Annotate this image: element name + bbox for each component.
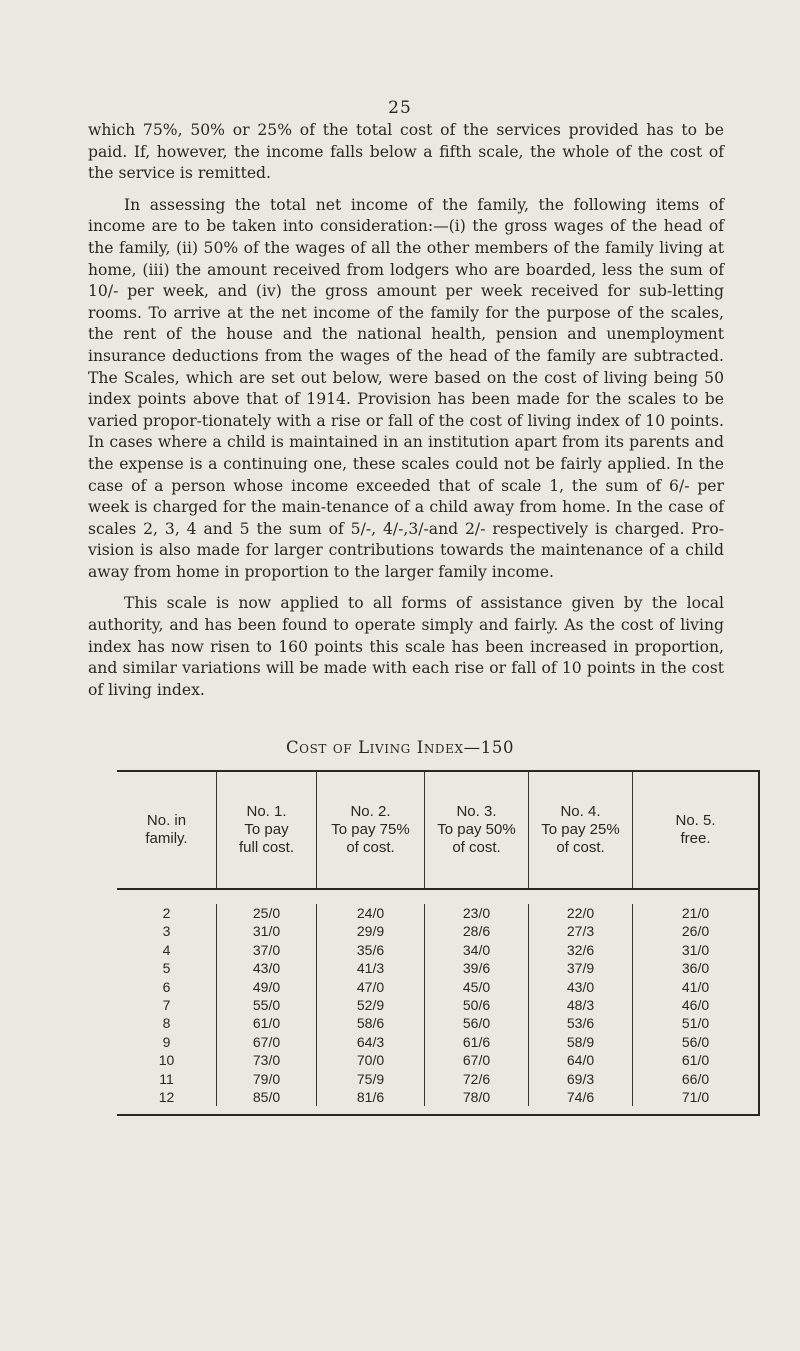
table-row xyxy=(117,941,758,959)
column-header: No. 2. To pay 75% of cost. xyxy=(317,772,425,888)
table-cell: 39/6 xyxy=(425,959,529,977)
table-cell: 81/6 xyxy=(317,1088,425,1106)
table-cell: 46/0 xyxy=(681,996,710,1013)
table-cell: 2 xyxy=(117,904,217,922)
table-cell: 49/0 xyxy=(217,978,317,996)
table-row xyxy=(117,996,758,1014)
table-row xyxy=(117,904,758,922)
table-cell: 67/0 xyxy=(425,1051,529,1069)
table-cell: 23/0 xyxy=(425,904,529,922)
table-cell: 41/3 xyxy=(317,959,425,977)
table-cell: 58/9 xyxy=(529,1033,633,1051)
table-cell: 31/0 xyxy=(681,941,710,958)
table-cell: 47/0 xyxy=(317,978,425,996)
table-header xyxy=(117,772,758,890)
table-cell: 25/0 xyxy=(217,904,317,922)
table-title: Cost of Living Index—150 xyxy=(285,738,515,757)
column-header: No. in family. xyxy=(117,772,217,888)
table-cell: 67/0 xyxy=(217,1033,317,1051)
table-cell: 75/9 xyxy=(317,1070,425,1088)
table-cell: 66/0 xyxy=(681,1070,710,1087)
column-header: No. 4. To pay 25% of cost. xyxy=(529,772,633,888)
table-cell: 69/3 xyxy=(529,1070,633,1088)
table-cell: 51/0 xyxy=(681,1015,710,1032)
table-row xyxy=(117,978,758,996)
cost-of-living-table xyxy=(117,770,760,1116)
table-cell: 4 xyxy=(117,941,217,959)
page-number: 25 xyxy=(388,98,412,118)
table-cell: 64/3 xyxy=(317,1033,425,1051)
table-cell: 70/0 xyxy=(317,1051,425,1069)
table-cell: 29/9 xyxy=(317,922,425,940)
table-cell: 72/6 xyxy=(425,1070,529,1088)
table-cell: 61/0 xyxy=(681,1052,710,1069)
table-cell: 52/9 xyxy=(317,996,425,1014)
table-cell: 43/0 xyxy=(217,959,317,977)
table-row xyxy=(117,1088,758,1106)
table-cell: 9 xyxy=(117,1033,217,1051)
table-cell: 3 xyxy=(117,922,217,940)
table-cell: 85/0 xyxy=(217,1088,317,1106)
table-cell: 35/6 xyxy=(317,941,425,959)
table-row xyxy=(117,1070,758,1088)
table-cell: 74/6 xyxy=(529,1088,633,1106)
table-cell: 56/0 xyxy=(681,1033,710,1050)
table-cell: 71/0 xyxy=(681,1088,710,1105)
table-cell: 32/6 xyxy=(529,941,633,959)
table-cell: 22/0 xyxy=(529,904,633,922)
table-cell: 21/0 xyxy=(681,905,710,921)
table-cell: 36/0 xyxy=(681,960,710,977)
table-cell: 37/0 xyxy=(217,941,317,959)
body-text xyxy=(88,120,724,711)
paragraph: which 75%, 50% or 25% of the total cost of the services provided has to be paid. If, however, the income falls below a fifth scale, the whole of the cost of the service is remitted. xyxy=(88,121,724,183)
table-cell: 43/0 xyxy=(529,978,633,996)
table-cell: 41/0 xyxy=(681,978,710,995)
table-cell: 56/0 xyxy=(425,1014,529,1032)
table-row xyxy=(117,959,758,977)
table-cell: 61/6 xyxy=(425,1033,529,1051)
table-cell: 58/6 xyxy=(317,1014,425,1032)
table-cell: 53/6 xyxy=(529,1014,633,1032)
table-row xyxy=(117,1014,758,1032)
paragraph: In assessing the total net income of the family, the following items of income are to be taken into consideration:—(i) the gross wages of the head of the family, (ii) 50% of the wages of all the other members of the family living at home, (iii) the amount received from lodgers who are boarded, less the sum of 10/- per week, and (iv) the gross amount per week received for sub-letting rooms. To arrive at the net income of the family for the purpose of the scales, the rent of the house and the national health, pension and unemployment insurance deductions from the wages of the head of the family are subtracted. The Scales, which are set out below, were based on the cost of living being 50 index points above that of 1914. Provision has been made for the scales to be varied propor-tionately with a rise or fall of the cost of living index of 10 points. In cases where a child is maintained in an institution apart from its parents and the expense is a continuing one, these scales could not be fairly applied. In the case of a person whose income exceeded that of scale 1, the sum of 6/- per week is charged for the main-tenance of a child away from home. In the case of scales 2, 3, 4 and 5 the sum of 5/-, 4/-,3/-and 2/- respectively is charged. Pro-vision is also made for larger contributions towards the maintenance of a child away from home in proportion to the larger family income. xyxy=(88,195,724,581)
table-cell: 34/0 xyxy=(425,941,529,959)
table-cell: 61/0 xyxy=(217,1014,317,1032)
paragraph: This scale is now applied to all forms of assistance given by the local authority, and has been found to operate simply and fairly. As the cost of living index has now risen to 160 points this scale has been increased in proportion, and similar variations will be made with each rise or fall of 10 points in the cost of living index. xyxy=(88,594,724,699)
column-header: No. 1. To pay full cost. xyxy=(217,772,317,888)
column-header: No. 3. To pay 50% of cost. xyxy=(425,772,529,888)
table-cell: 11 xyxy=(117,1070,217,1088)
table-cell: 31/0 xyxy=(217,922,317,940)
table-cell: 6 xyxy=(117,978,217,996)
table-row xyxy=(117,1033,758,1051)
table-cell: 27/3 xyxy=(529,922,633,940)
table-cell: 7 xyxy=(117,996,217,1014)
table-cell: 10 xyxy=(117,1051,217,1069)
table-cell: 26/0 xyxy=(681,923,710,940)
table-cell: 64/0 xyxy=(529,1051,633,1069)
table-row xyxy=(117,922,758,940)
table-cell: 12 xyxy=(117,1088,217,1106)
table-cell: 37/9 xyxy=(529,959,633,977)
table-cell: 8 xyxy=(117,1014,217,1032)
table-cell: 79/0 xyxy=(217,1070,317,1088)
table-cell: 5 xyxy=(117,959,217,977)
table-cell: 73/0 xyxy=(217,1051,317,1069)
table-cell: 55/0 xyxy=(217,996,317,1014)
table-body xyxy=(117,890,758,1114)
table-cell: 78/0 xyxy=(425,1088,529,1106)
column-header: No. 5. free. xyxy=(675,812,716,847)
table-cell: 24/0 xyxy=(317,904,425,922)
table-cell: 50/6 xyxy=(425,996,529,1014)
table-row xyxy=(117,1051,758,1069)
table-cell: 28/6 xyxy=(425,922,529,940)
table-cell: 45/0 xyxy=(425,978,529,996)
table-cell: 48/3 xyxy=(529,996,633,1014)
